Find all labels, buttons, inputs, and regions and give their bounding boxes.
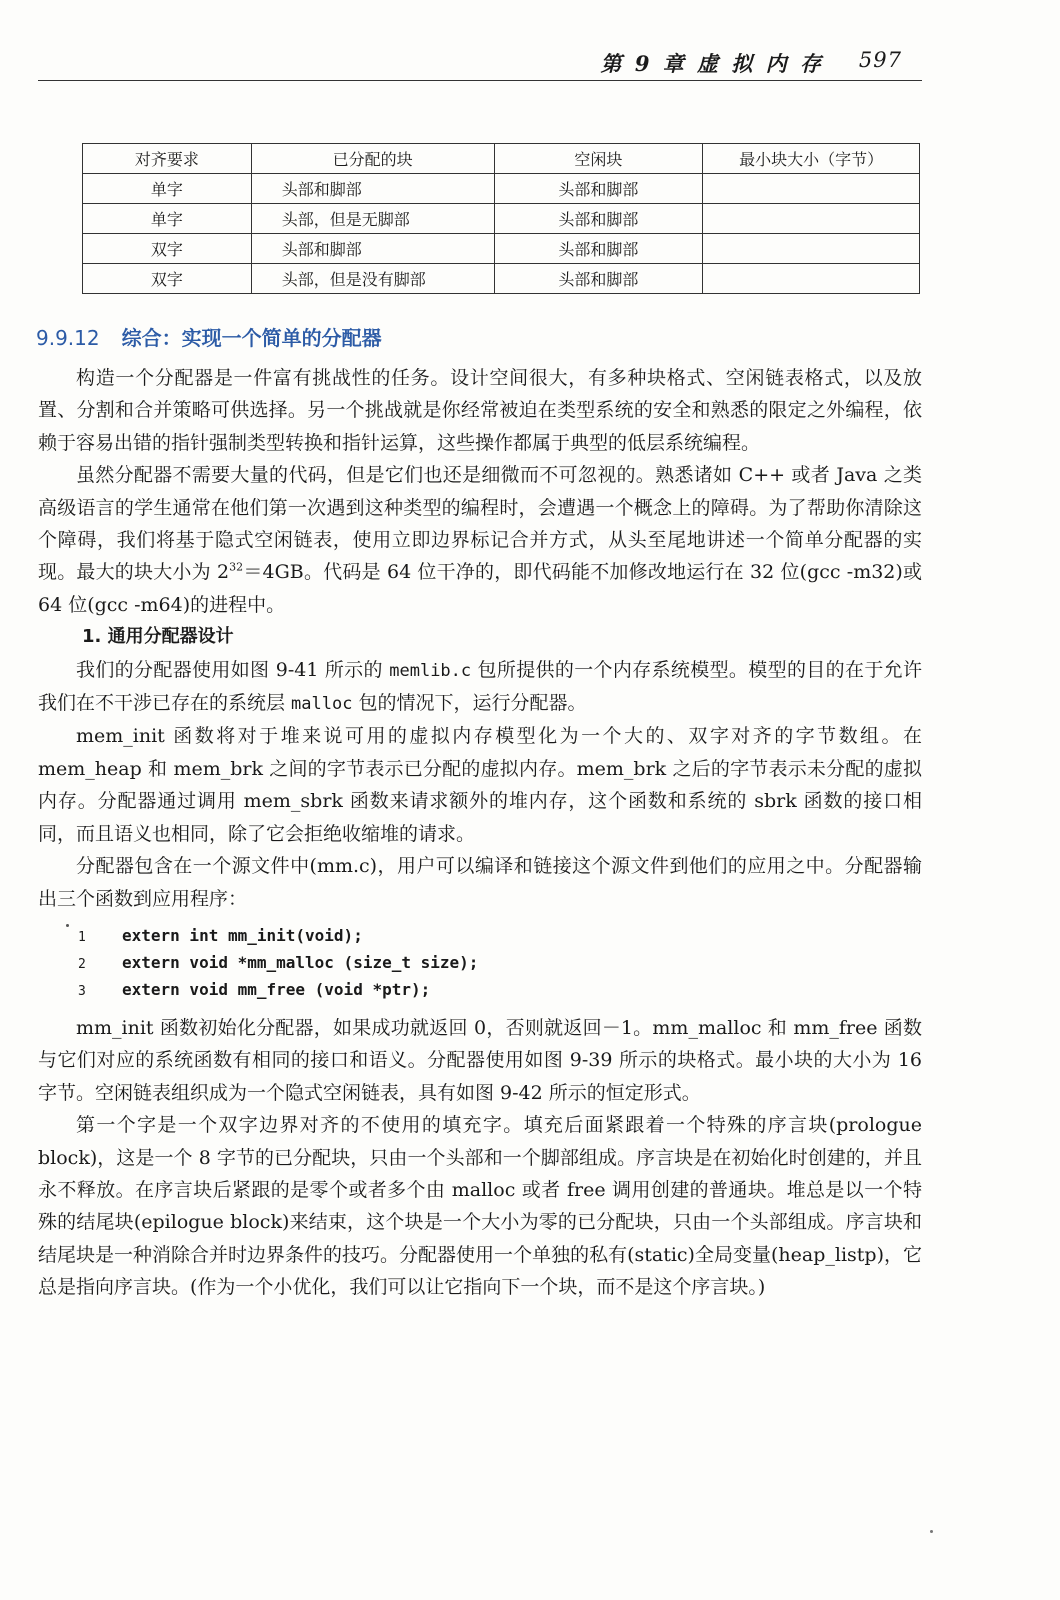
table-cell: 头部和脚部 bbox=[494, 204, 703, 234]
table-cell: 头部，但是没有脚部 bbox=[251, 264, 494, 294]
paragraph-text: ＝4GB。代码是 64 位干净的，即代码能不加修改地运行在 32 位(gcc -m32)或 64 位(gcc -m64)的进程中。 bbox=[38, 561, 922, 616]
column-header: 对齐要求 bbox=[83, 144, 252, 174]
alignment-table bbox=[82, 143, 920, 294]
code-line bbox=[78, 950, 922, 977]
running-header bbox=[38, 42, 922, 81]
table-cell: 头部和脚部 bbox=[251, 174, 494, 204]
code-listing bbox=[78, 923, 922, 1004]
table-cell: 双字 bbox=[83, 264, 252, 294]
column-header: 已分配的块 bbox=[251, 144, 494, 174]
table-header-row bbox=[83, 144, 920, 174]
table-cell bbox=[703, 204, 920, 234]
table-cell bbox=[703, 264, 920, 294]
table-cell: 头部和脚部 bbox=[494, 234, 703, 264]
paragraph-text: 我们的分配器使用如图 9-41 所示的 bbox=[76, 658, 390, 681]
line-number: 1 bbox=[78, 929, 86, 945]
table-cell bbox=[703, 234, 920, 264]
table-cell: 头部和脚部 bbox=[494, 264, 703, 294]
paragraph: 第一个字是一个双字边界对齐的不使用的填充字。填充后面紧跟着一个特殊的序言块(prologue block)，这是一个 8 字节的已分配块，只由一个头部和一个脚部组成。序言块是在初始化时创建的，并且永不释放。在序言块后紧跟的是零个或者多个由 malloc 或者 free 调用创建的普通块。堆总是以一个特殊的结尾块(epilogue block)来结束，这个块是一个大小为零的已分配块，只由一个头部组成。序言块和结尾块是一种消除合并时边界条件的技巧。分配器使用一个单独的私有(static)全局变量(heap_listp)，它总是指向序言块。(作为一个小优化，我们可以让它指向下一个块，而不是这个序言块。) bbox=[38, 1114, 922, 1299]
paragraph: mm_init 函数初始化分配器，如果成功就返回 0，否则就返回－1。mm_malloc 和 mm_free 函数与它们对应的系统函数有相同的接口和语义。分配器使用如图 9-39 所示的块格式。最小块的大小为 16 字节。空闲链表组织成为一个隐式空闲链表，具有如图 9-42 所示的恒定形式。 bbox=[38, 1016, 922, 1104]
table-row bbox=[83, 264, 920, 294]
table-cell: 双字 bbox=[83, 234, 252, 264]
scan-mark bbox=[66, 924, 69, 927]
column-header: 最小块大小（字节） bbox=[703, 144, 920, 174]
table-cell: 单字 bbox=[83, 204, 252, 234]
table-cell: 单字 bbox=[83, 174, 252, 204]
paragraph bbox=[38, 654, 922, 721]
page-number: 597 bbox=[858, 48, 902, 72]
paragraph: mem_init 函数将对于堆来说可用的虚拟内存模型化为一个大的、双字对齐的字节数组。在 mem_heap 和 mem_brk 之间的字节表示已分配的虚拟内存。mem_brk 之后的字节表示未分配的虚拟内存。分配器通过调用 mem_sbrk 函数来请求额外的堆内存，这个函数和系统的 sbrk 函数的接口相同，而且语义也相同，除了它会拒绝收缩堆的请求。 bbox=[38, 725, 922, 845]
paragraph-text: 包的情况下，运行分配器。 bbox=[352, 692, 587, 715]
code-text: extern int mm_init(void); bbox=[122, 925, 363, 945]
table-cell: 头部和脚部 bbox=[494, 174, 703, 204]
chapter-title: 第 9 章 虚 拟 内 存 bbox=[600, 51, 824, 76]
table-row bbox=[83, 204, 920, 234]
paragraph: 分配器包含在一个源文件中(mm.c)，用户可以编译和链接这个源文件到他们的应用之中。分配器输出三个函数到应用程序： bbox=[38, 855, 922, 910]
paragraph bbox=[38, 459, 922, 621]
section-number: 9.9.12 bbox=[36, 326, 100, 350]
table-cell: 头部，但是无脚部 bbox=[251, 204, 494, 234]
inline-code: memlib.c bbox=[389, 660, 472, 681]
table-cell: 头部和脚部 bbox=[251, 234, 494, 264]
scan-mark bbox=[930, 1530, 933, 1533]
code-text: extern void mm_free (void *ptr); bbox=[122, 979, 431, 999]
section-title: 综合：实现一个简单的分配器 bbox=[121, 326, 382, 350]
line-number: 3 bbox=[78, 983, 86, 999]
subsection-heading: 1. 通用分配器设计 bbox=[82, 626, 234, 648]
paragraph-text: 包所提供的一个内存系统模型。模型的目的在于允许我们在不干涉已存在的系统层 bbox=[38, 658, 922, 715]
paragraph-text: 虽然分配器不需要大量的代码，但是它们也还是细微而不可忽视的。熟悉诸如 C++ 或者 Java 之类高级语言的学生通常在他们第一次遇到这种类型的编程时，会遭遇一个概念上的障碍。为了帮助你清除这个障碍，我们将基于隐式空闲链表，使用立即边界标记合并方式，从头至尾地讲述一个简单分配器的实现。最大的块大小为 2 bbox=[38, 464, 922, 584]
code-line bbox=[78, 923, 922, 950]
line-number: 2 bbox=[78, 956, 86, 972]
table-row bbox=[83, 234, 920, 264]
table-cell bbox=[703, 174, 920, 204]
paragraph: 构造一个分配器是一件富有挑战性的任务。设计空间很大，有多种块格式、空闲链表格式，以及放置、分割和合并策略可供选择。另一个挑战就是你经常被迫在类型系统的安全和熟悉的限定之外编程，依赖于容易出错的指针强制类型转换和指针运算，这些操作都属于典型的低层系统编程。 bbox=[38, 367, 922, 454]
column-header: 空闲块 bbox=[494, 144, 703, 174]
table-row bbox=[83, 174, 920, 204]
code-line bbox=[78, 977, 922, 1004]
exponent: 32 bbox=[229, 561, 244, 575]
code-text: extern void *mm_malloc (size_t size); bbox=[122, 952, 479, 972]
body-text bbox=[38, 362, 922, 1304]
inline-code: malloc bbox=[291, 694, 353, 715]
section-heading bbox=[36, 322, 382, 351]
